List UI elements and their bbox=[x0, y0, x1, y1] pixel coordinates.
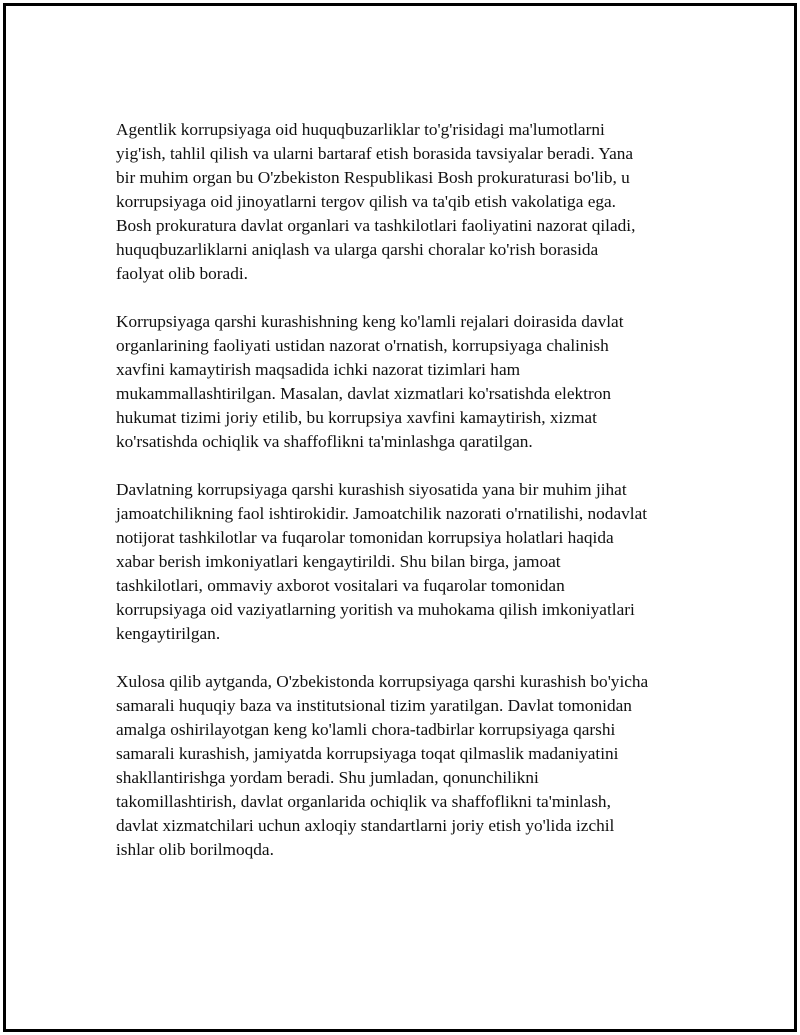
paragraph-2: Korrupsiyaga qarshi kurashishning keng ko'lamli rejalari doirasida davlat organlarining faoliyati ustidan nazorat o'rnatish, korrupsiyaga chalinish xavfini kamaytirish maqsadida ichki nazorat tizimlari ham mukammallashtirilgan. Masalan, davlat xizmatlari ko'rsatishda elektron hukumat tizimi joriy etilib, bu korrupsiya xavfini kamaytirish, xizmat ko'rsatishda ochiqlik va shaffoflikni ta'minlashga qaratilgan. bbox=[116, 312, 624, 451]
paragraph-3: Davlatning korrupsiyaga qarshi kurashish siyosatida yana bir muhim jihat jamoatchilikning faol ishtirokidir. Jamoatchilik nazorati o'rnatilishi, nodavlat notijorat tashkilotlar va fuqarolar tomonidan korrupsiya holatlari haqida xabar berish imkoniyatlari kengaytirildi. Shu bilan birga, jamoat tashkilotlari, ommaviy axborot vositalari va fuqarolar tomonidan korrupsiyaga oid vaziyatlarning yoritish va muhokama qilish imkoniyatlari kengaytirilgan. bbox=[116, 480, 648, 643]
document-body bbox=[116, 118, 706, 886]
paragraph-1: Agentlik korrupsiyaga oid huquqbuzarliklar to'g'risidagi ma'lumotlarni yig'ish, tahlil qilish va ularni bartaraf etish borasida tavsiyalar beradi. Yana bir muhim organ bu O'zbekiston Respublikasi Bosh prokuraturasi bo'lib, u korrupsiyaga oid jinoyatlarni tergov qilish va ta'qib etish vakolatiga ega. Bosh prokuratura davlat organlari va tashkilotlari faoliyatini nazorat qiladi, huquqbuzarliklarni aniqlash va ularga qarshi choralar ko'rish borasida faolyat olib boradi. bbox=[116, 120, 636, 283]
paragraph-4: Xulosa qilib aytganda, O'zbekistonda korrupsiyaga qarshi kurashish bo'yicha samarali huquqiy baza va institutsional tizim yaratilgan. Davlat tomonidan amalga oshirilayotgan keng ko'lamli chora-tadbirlar korrupsiyaga qarshi samarali kurashish, jamiyatda korrupsiyaga toqat qilmaslik madaniyatini shakllantirishga yordam beradi. Shu jumladan, qonunchilikni takomillashtirish, davlat organlarida ochiqlik va shaffoflikni ta'minlash, davlat xizmatchilari uchun axloqiy standartlarni joriy etish yo'lida izchil ishlar olib borilmoqda. bbox=[116, 672, 649, 859]
